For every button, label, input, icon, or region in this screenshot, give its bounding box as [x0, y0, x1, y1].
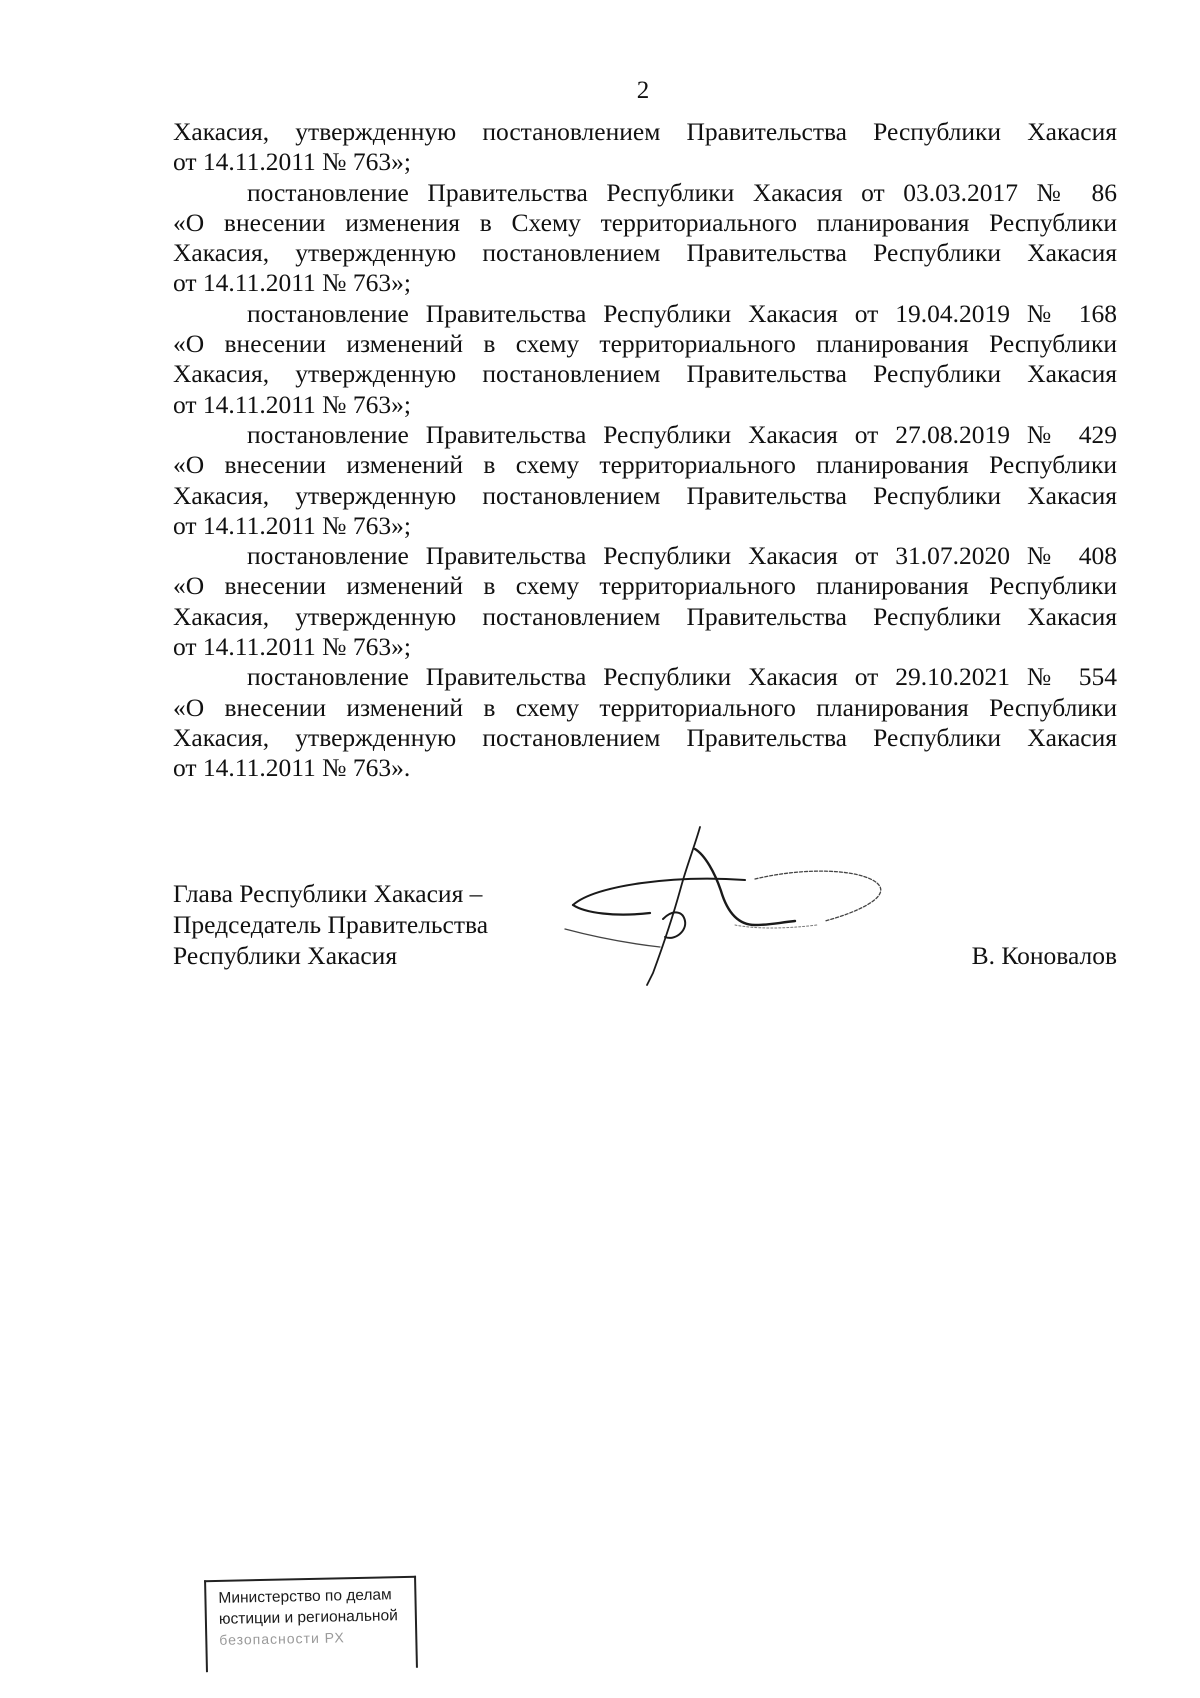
- body-text-line: Хакасия, утвержденную постановлением Правительства Республики Хакасия: [173, 359, 1117, 389]
- body-text-line: «О внесении изменений в схему территориального планирования Республики: [173, 329, 1117, 359]
- signatory-title-line: Глава Республики Хакасия –: [173, 879, 483, 908]
- body-text-line: «О внесении изменений в схему территориального планирования Республики: [173, 450, 1117, 480]
- body-text-line: «О внесении изменения в Схему территориального планирования Республики: [173, 207, 1117, 237]
- body-text-line: Хакасия, утвержденную постановлением Правительства Республики Хакасия: [173, 601, 1117, 631]
- body-text-line: Хакасия, утвержденную постановлением Правительства Республики Хакасия: [173, 238, 1117, 268]
- body-text-line: от 14.11.2011 № 763»;: [173, 268, 411, 298]
- body-text-line: «О внесении изменений в схему территориального планирования Республики: [173, 571, 1117, 601]
- body-text-line: постановление Правительства Республики Хакасия от 03.03.2017 № 86: [247, 177, 1117, 207]
- body-text-line: Хакасия, утвержденную постановлением Правительства Республики Хакасия: [173, 117, 1117, 146]
- page-number: 2: [636, 77, 650, 104]
- body-text-line: Хакасия, утвержденную постановлением Правительства Республики Хакасия: [173, 480, 1117, 510]
- body-text-line: от 14.11.2011 № 763»;: [173, 389, 411, 419]
- body-text-line: от 14.11.2011 № 763»;: [173, 510, 411, 540]
- body-text-line: постановление Правительства Республики Хакасия от 19.04.2019 № 168: [247, 298, 1117, 328]
- body-text-line: Хакасия, утвержденную постановлением Правительства Республики Хакасия: [173, 722, 1117, 752]
- body-text-line: постановление Правительства Республики Хакасия от 31.07.2020 № 408: [247, 541, 1117, 571]
- registration-stamp: [204, 1576, 418, 1672]
- handwritten-signature: [555, 825, 925, 995]
- signer-name: В. Коновалов: [971, 941, 1117, 970]
- body-text-line: постановление Правительства Республики Хакасия от 29.10.2021 № 554: [247, 662, 1117, 692]
- body-text-line: постановление Правительства Республики Хакасия от 27.08.2019 № 429: [247, 419, 1117, 449]
- body-text-line: от 14.11.2011 № 763»;: [173, 147, 411, 177]
- signatory-title-line: Республики Хакасия: [173, 941, 398, 970]
- body-text-line: от 14.11.2011 № 763».: [173, 753, 411, 783]
- stamp-line: Министерство по делам: [218, 1586, 392, 1607]
- signatory-title-line: Председатель Правительства: [173, 910, 489, 939]
- document-body: [173, 117, 1117, 784]
- body-text-line: «О внесении изменений в схему территориального планирования Республики: [173, 692, 1117, 722]
- stamp-line: юстиции и региональной: [218, 1607, 398, 1628]
- signatory-title: [173, 878, 488, 971]
- body-text-line: от 14.11.2011 № 763»;: [173, 632, 411, 662]
- stamp-line: безопасности РХ: [219, 1629, 345, 1648]
